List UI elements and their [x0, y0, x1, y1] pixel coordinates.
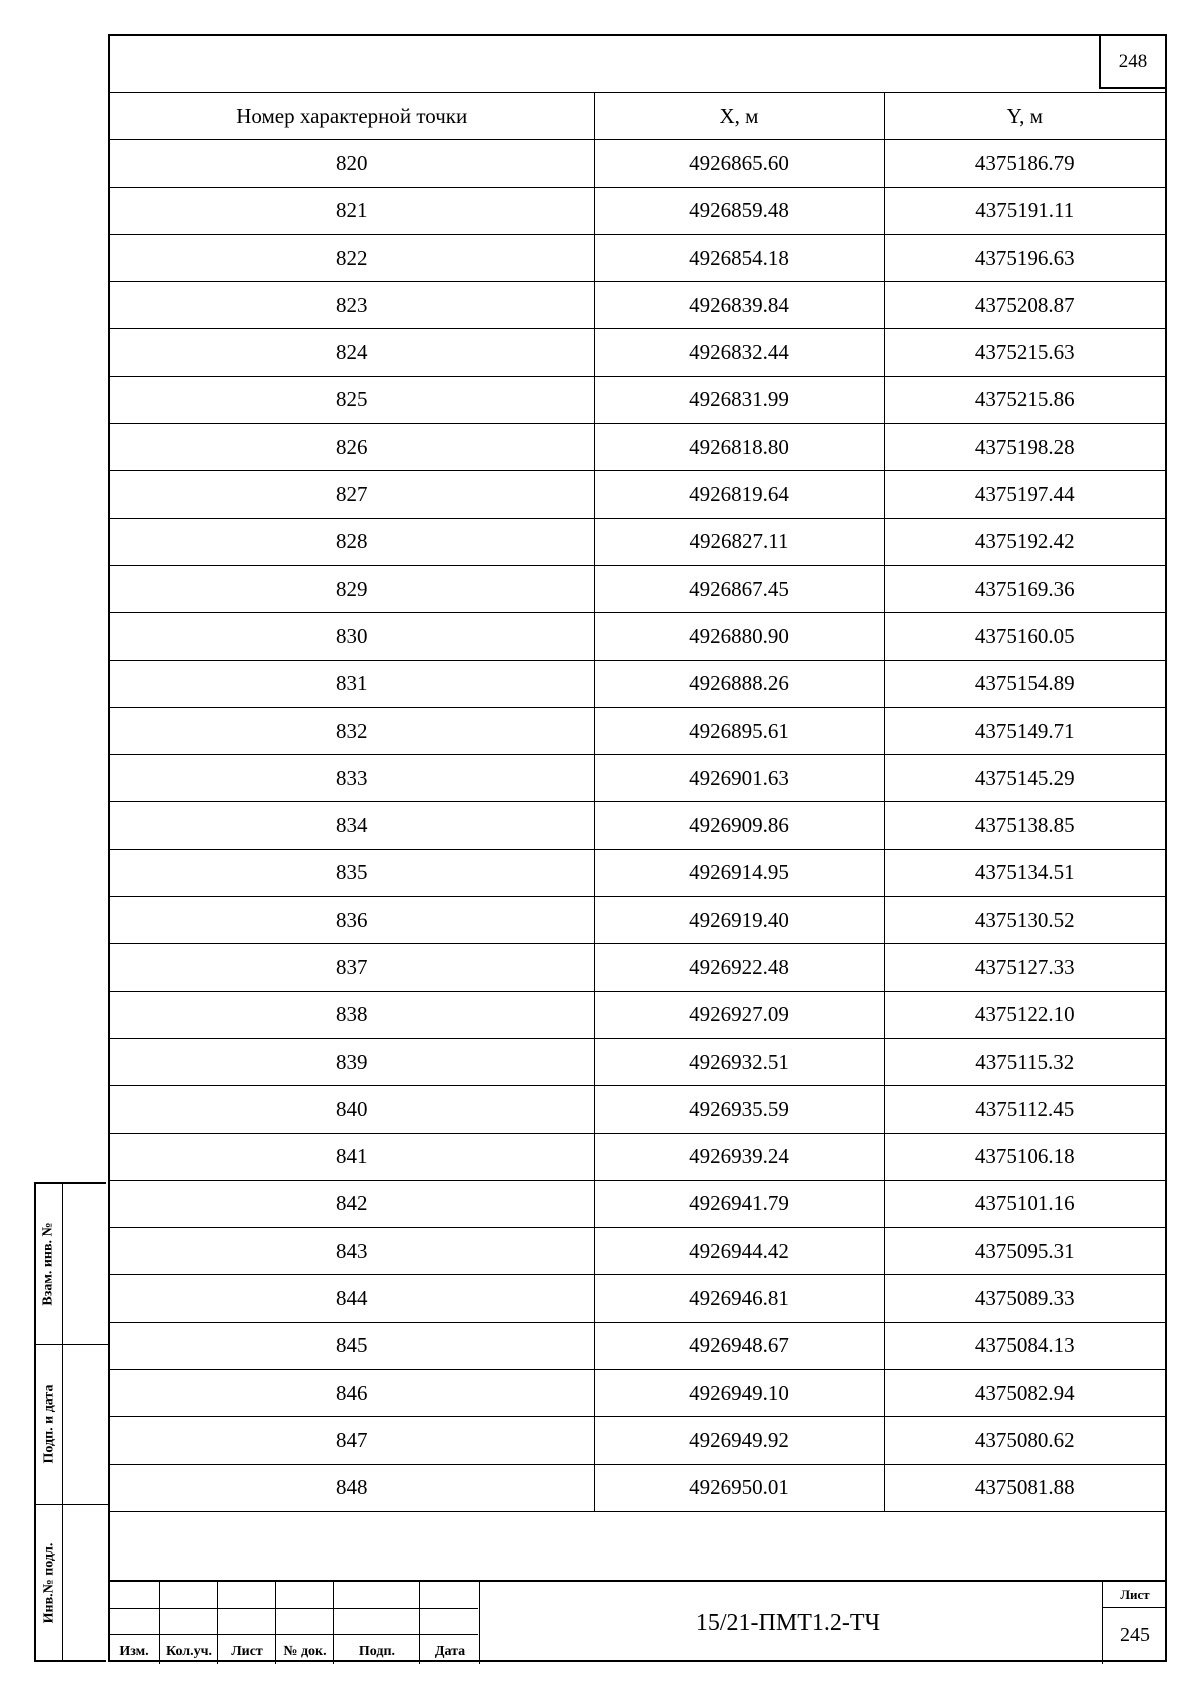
x-coordinate-cell: 4926909.86 [594, 802, 884, 849]
x-coordinate-cell: 4926948.67 [594, 1322, 884, 1369]
table-row [110, 1038, 1165, 1085]
table-row [110, 1180, 1165, 1227]
y-coordinate-cell: 4375127.33 [884, 944, 1165, 991]
table-row [110, 897, 1165, 944]
x-coordinate-cell: 4926888.26 [594, 660, 884, 707]
y-coordinate-cell: 4375215.63 [884, 329, 1165, 376]
point-number-cell: 836 [110, 897, 594, 944]
point-number-cell: 841 [110, 1133, 594, 1180]
x-coordinate-cell: 4926949.92 [594, 1417, 884, 1464]
point-number-cell: 847 [110, 1417, 594, 1464]
x-coordinate-cell: 4926854.18 [594, 234, 884, 281]
inv-original-label: Инв.№ подл. [41, 1542, 56, 1624]
point-number-cell: 844 [110, 1275, 594, 1322]
table-row [110, 1322, 1165, 1369]
y-coordinate-cell: 4375082.94 [884, 1370, 1165, 1417]
y-coordinate-cell: 4375080.62 [884, 1417, 1165, 1464]
table-row [110, 849, 1165, 896]
table-header-row [110, 93, 1165, 140]
table-row [110, 1086, 1165, 1133]
x-coordinate-cell: 4926867.45 [594, 565, 884, 612]
table-row [110, 707, 1165, 754]
x-coordinate-cell: 4926922.48 [594, 944, 884, 991]
sheet-box [1102, 1582, 1167, 1664]
table-row [110, 1228, 1165, 1275]
label-date: Дата [434, 1644, 466, 1659]
point-number-cell: 848 [110, 1464, 594, 1511]
point-number-cell: 838 [110, 991, 594, 1038]
y-coordinate-cell: 4375145.29 [884, 755, 1165, 802]
table-row [110, 187, 1165, 234]
x-coordinate-cell: 4926901.63 [594, 755, 884, 802]
y-coordinate-cell: 4375112.45 [884, 1086, 1165, 1133]
table-row [110, 991, 1165, 1038]
point-number-cell: 842 [110, 1180, 594, 1227]
column-header-y: Y, м [884, 93, 1165, 140]
signature-date-label: Подп. и дата [41, 1384, 56, 1464]
point-number-cell: 824 [110, 329, 594, 376]
y-coordinate-cell: 4375154.89 [884, 660, 1165, 707]
table-row [110, 755, 1165, 802]
x-coordinate-cell: 4926919.40 [594, 897, 884, 944]
table-row [110, 471, 1165, 518]
y-coordinate-cell: 4375215.86 [884, 376, 1165, 423]
label-qty: Кол.уч. [165, 1644, 213, 1659]
x-coordinate-cell: 4926935.59 [594, 1086, 884, 1133]
point-number-cell: 828 [110, 518, 594, 565]
x-coordinate-cell: 4926939.24 [594, 1133, 884, 1180]
y-coordinate-cell: 4375186.79 [884, 140, 1165, 187]
table-row [110, 944, 1165, 991]
label-sheet: Лист [231, 1644, 263, 1659]
y-coordinate-cell: 4375198.28 [884, 424, 1165, 471]
x-coordinate-cell: 4926831.99 [594, 376, 884, 423]
point-number-cell: 821 [110, 187, 594, 234]
point-number-cell: 837 [110, 944, 594, 991]
column-header-x: X, м [594, 93, 884, 140]
y-coordinate-cell: 4375115.32 [884, 1038, 1165, 1085]
sheet-label: Лист [1103, 1582, 1167, 1608]
x-coordinate-cell: 4926950.01 [594, 1464, 884, 1511]
point-number-cell: 829 [110, 565, 594, 612]
table-row [110, 518, 1165, 565]
point-number-cell: 822 [110, 234, 594, 281]
x-coordinate-cell: 4926944.42 [594, 1228, 884, 1275]
table-row [110, 802, 1165, 849]
page-frame [108, 34, 1167, 1662]
y-coordinate-cell: 4375130.52 [884, 897, 1165, 944]
column-header-point: Номер характерной точки [110, 93, 594, 140]
y-coordinate-cell: 4375149.71 [884, 707, 1165, 754]
x-coordinate-cell: 4926895.61 [594, 707, 884, 754]
x-coordinate-cell: 4926949.10 [594, 1370, 884, 1417]
point-number-cell: 834 [110, 802, 594, 849]
x-coordinate-cell: 4926914.95 [594, 849, 884, 896]
point-number-cell: 840 [110, 1086, 594, 1133]
y-coordinate-cell: 4375081.88 [884, 1464, 1165, 1511]
table-row [110, 376, 1165, 423]
point-number-cell: 823 [110, 282, 594, 329]
point-number-cell: 820 [110, 140, 594, 187]
y-coordinate-cell: 4375169.36 [884, 565, 1165, 612]
point-number-cell: 845 [110, 1322, 594, 1369]
replacement-inv-label: Взам. инв. № [41, 1222, 57, 1306]
x-coordinate-cell: 4926880.90 [594, 613, 884, 660]
title-block [108, 1580, 1167, 1662]
table-row [110, 660, 1165, 707]
label-signature: Подп. [358, 1644, 396, 1659]
point-number-cell: 839 [110, 1038, 594, 1085]
table-row [110, 565, 1165, 612]
table-row [110, 613, 1165, 660]
table-row [110, 1133, 1165, 1180]
x-coordinate-cell: 4926832.44 [594, 329, 884, 376]
y-coordinate-cell: 4375192.42 [884, 518, 1165, 565]
x-coordinate-cell: 4926819.64 [594, 471, 884, 518]
coordinates-table [110, 92, 1165, 1512]
table-row [110, 329, 1165, 376]
point-number-cell: 832 [110, 707, 594, 754]
point-number-cell: 835 [110, 849, 594, 896]
x-coordinate-cell: 4926932.51 [594, 1038, 884, 1085]
table-row [110, 1370, 1165, 1417]
y-coordinate-cell: 4375191.11 [884, 187, 1165, 234]
y-coordinate-cell: 4375208.87 [884, 282, 1165, 329]
x-coordinate-cell: 4926927.09 [594, 991, 884, 1038]
page-number: 248 [1099, 36, 1165, 89]
x-coordinate-cell: 4926827.11 [594, 518, 884, 565]
document-code: 15/21-ПМТ1.2-ТЧ [695, 1609, 881, 1636]
table-row [110, 140, 1165, 187]
table-row [110, 424, 1165, 471]
label-change: Изм. [119, 1644, 149, 1659]
point-number-cell: 825 [110, 376, 594, 423]
table-row [110, 234, 1165, 281]
table-row [110, 282, 1165, 329]
point-number-cell: 843 [110, 1228, 594, 1275]
y-coordinate-cell: 4375101.16 [884, 1180, 1165, 1227]
y-coordinate-cell: 4375106.18 [884, 1133, 1165, 1180]
y-coordinate-cell: 4375084.13 [884, 1322, 1165, 1369]
x-coordinate-cell: 4926818.80 [594, 424, 884, 471]
x-coordinate-cell: 4926941.79 [594, 1180, 884, 1227]
y-coordinate-cell: 4375196.63 [884, 234, 1165, 281]
point-number-cell: 831 [110, 660, 594, 707]
sheet-number: 245 [1120, 1623, 1150, 1646]
y-coordinate-cell: 4375138.85 [884, 802, 1165, 849]
x-coordinate-cell: 4926946.81 [594, 1275, 884, 1322]
x-coordinate-cell: 4926859.48 [594, 187, 884, 234]
point-number-cell: 833 [110, 755, 594, 802]
point-number-cell: 830 [110, 613, 594, 660]
table-row [110, 1417, 1165, 1464]
point-number-cell: 827 [110, 471, 594, 518]
point-number-cell: 826 [110, 424, 594, 471]
y-coordinate-cell: 4375197.44 [884, 471, 1165, 518]
y-coordinate-cell: 4375134.51 [884, 849, 1165, 896]
margin-stamp [34, 1182, 106, 1662]
y-coordinate-cell: 4375095.31 [884, 1228, 1165, 1275]
table-row [110, 1464, 1165, 1511]
x-coordinate-cell: 4926865.60 [594, 140, 884, 187]
table-row [110, 1275, 1165, 1322]
point-number-cell: 846 [110, 1370, 594, 1417]
x-coordinate-cell: 4926839.84 [594, 282, 884, 329]
y-coordinate-cell: 4375089.33 [884, 1275, 1165, 1322]
label-doc-number: № док. [283, 1644, 327, 1659]
y-coordinate-cell: 4375122.10 [884, 991, 1165, 1038]
y-coordinate-cell: 4375160.05 [884, 613, 1165, 660]
